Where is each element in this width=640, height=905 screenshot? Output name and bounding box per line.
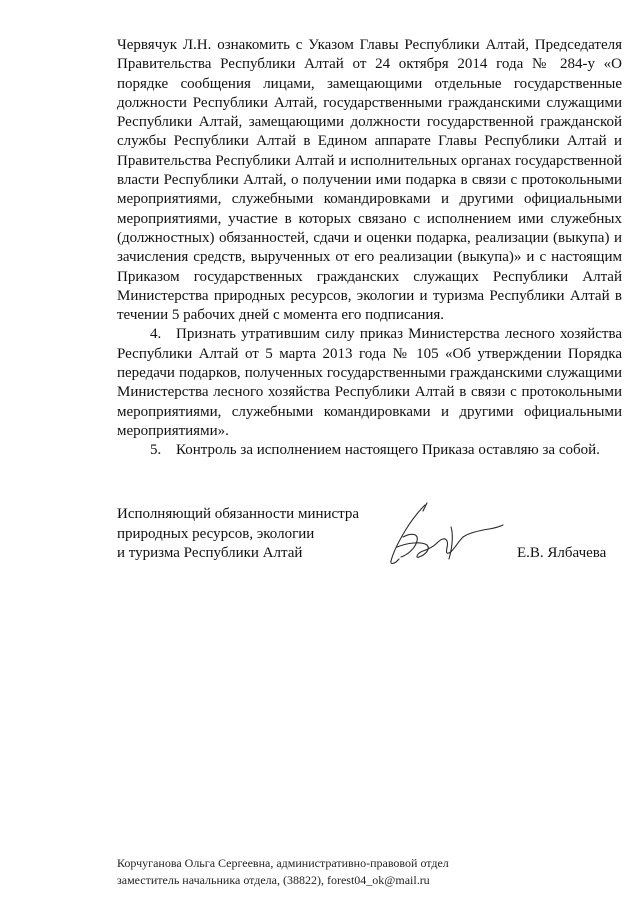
signatory-name: Е.В. Ялбачева [517, 545, 607, 561]
signatory-title-line-1: Исполняющий обязанности министра [117, 506, 360, 522]
handwritten-signature [367, 497, 507, 572]
paragraph-continuation: Червячук Л.Н. ознакомить с Указом Главы Республики Алтай, Председателя Правительства Республики Алтай от 24 октября 2014 года № 284-у «О порядке сообщения лицами, замещающими отдельные государственные должности Республики Алтай, государственными гражданскими служащими Республики Алтай, замещающими должности государственной гражданской службы Республики Алтай в Едином аппарате Главы Республики Алтай и Правительства Республики Алтай и исполнительных органах государственной власти Республики Алтай, о получении ими подарка в связи с протокольными мероприятиями, служебными командировками и другими официальными мероприятиями, участие в которых связано с исполнением ими служебных (должностных) обязанностей, сдачи и оценки подарка, реализации (выкупа) и зачисления средств, вырученных от его реализации (выкупа)» и с настоящим Приказом государственных гражданских служащих Республики Алтай Министерства природных ресурсов, экологии и туризма Республики Алтай в течении 5 рабочих дней с момента его подписания. [117, 37, 622, 324]
list-item-4-text: Признать утратившим силу приказ Министерства лесного хозяйства Республики Алтай от 5 марта 2013 года № 105 «Об утверждении Порядка передачи подарков, полученных государственными гражданскими служащими Министерства лесного хозяйства Республики Алтай в связи с протокольными мероприятиями, служебными командировками и другими официальными мероприятиями». [117, 326, 622, 439]
list-item-5-number: 5. [150, 442, 162, 459]
signatory-title-line-3: и туризма Республики Алтай [117, 545, 303, 561]
footer-line-1: Корчуганова Ольга Сергеевна, административно-правовой отдел [117, 856, 449, 870]
list-item-4 [117, 325, 622, 441]
signature-block [117, 505, 637, 575]
list-item-4-number: 4. [150, 326, 162, 343]
signatory-title-line-2: природных ресурсов, экологии [117, 525, 315, 542]
list-item-5 [117, 441, 622, 460]
footer-line-2: заместитель начальника отдела, (38822), forest04_ok@mail.ru [117, 873, 430, 887]
list-item-5-text: Контроль за исполнением настоящего Приказа оставляю за собой. [176, 442, 600, 459]
signatory-title [117, 505, 387, 564]
document-body [117, 36, 622, 461]
footer-executor-info [117, 855, 537, 889]
